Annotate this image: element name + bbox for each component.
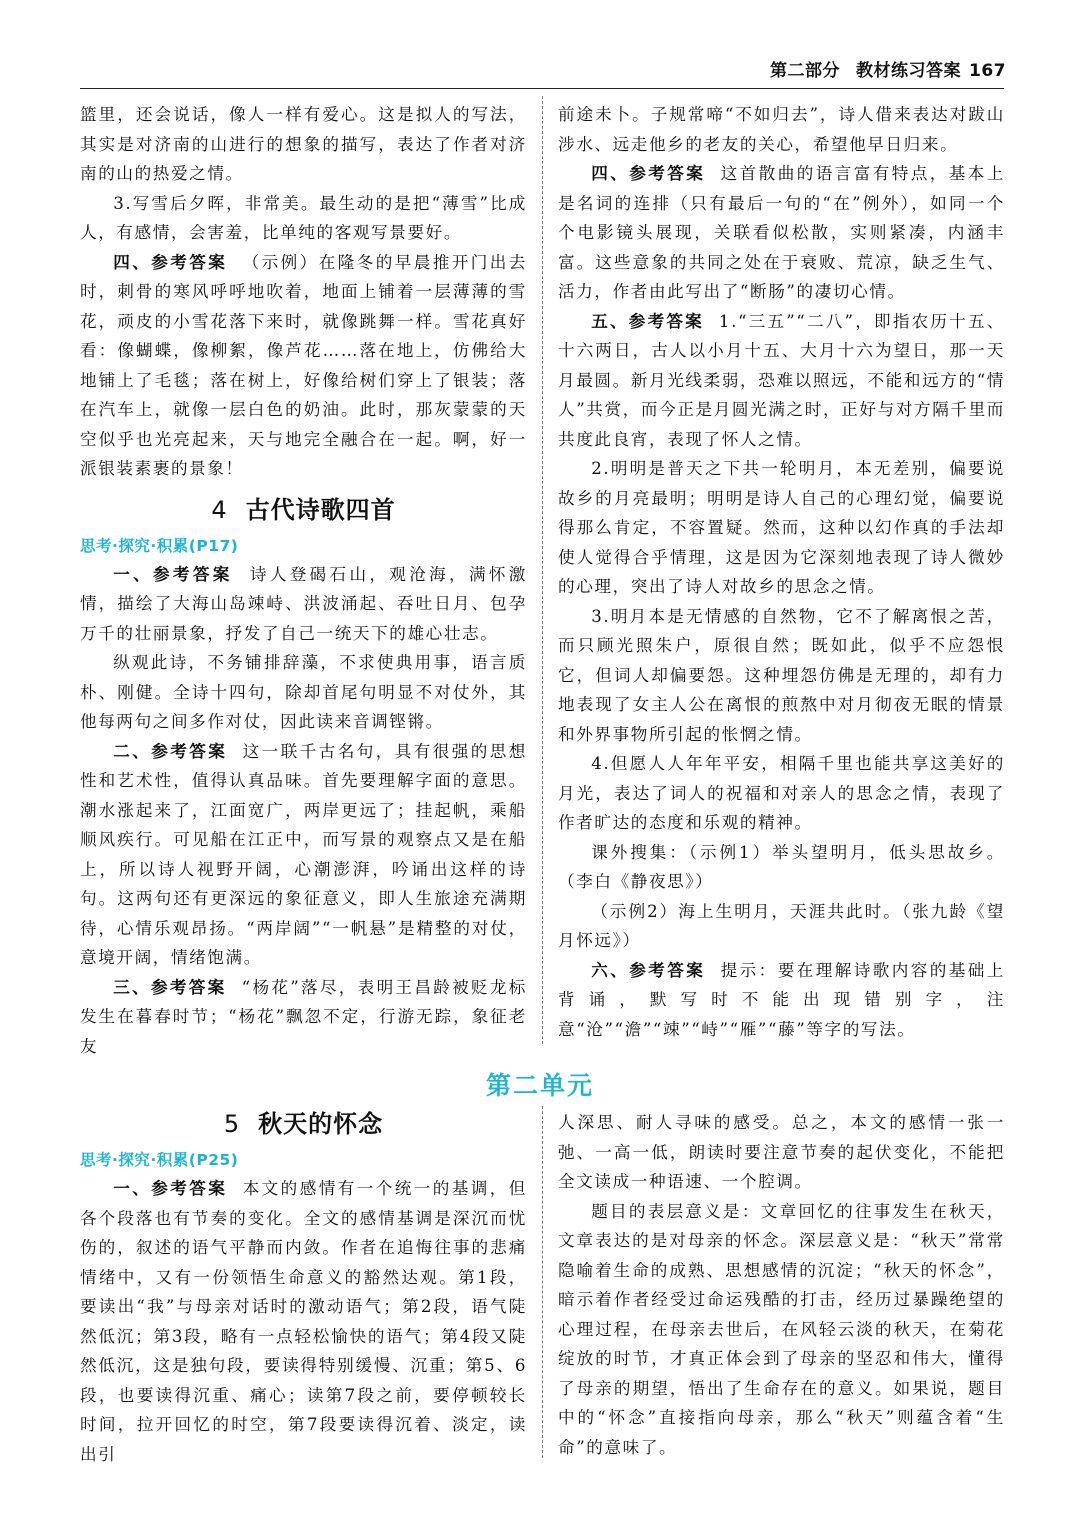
column-divider-top xyxy=(542,96,543,1044)
paragraph xyxy=(558,307,1005,455)
answer-label: 四、参考答案 xyxy=(591,164,706,183)
paragraph: （示例2）海上生明月，天涯共此时。（张九龄《望月怀远》） xyxy=(558,901,1005,950)
answer-label: 一、参考答案 xyxy=(113,564,233,584)
page-number: 167 xyxy=(969,61,1006,81)
unit-title: 第二单元 xyxy=(485,1071,594,1100)
bottom-left-column xyxy=(80,1104,527,1469)
answer-text: 这首散曲的语言富有特点，基本上是名词的连排（只有最后一句的“在”例外），如同一个个电影镜头展现，关联看似松散，实则紧凑，内涵丰富。这些意象的共同之处在于衰败、荒凉，缺乏生气、活力，作者由此写出了“断肠”的凄切心情。 xyxy=(558,164,1006,301)
answer-label: 三、参考答案 xyxy=(113,977,227,997)
section-tag: 思考·探究·积累(P25) xyxy=(80,1151,239,1169)
paragraph: 前途未卜。子规常啼“不如归去”，诗人借来表达对跋山涉水、远走他乡的老友的关心，希望他早日归来。 xyxy=(558,105,1005,154)
lesson-title xyxy=(80,490,527,530)
answer-label: 五、参考答案 xyxy=(591,311,704,331)
paragraph xyxy=(80,973,527,1062)
paragraph xyxy=(558,956,1005,1045)
lesson-number: 4 xyxy=(211,495,228,524)
answer-label: 二、参考答案 xyxy=(113,741,228,761)
paragraph: 3.明月本是无情感的自然物，它不了解离恨之苦，而只顾光照朱户，原很自然；既如此，似乎不应怨恨它，但词人却偏要怨。这种埋怨仿佛是无理的，却有力地表现了女主人公在离恨的煎熬中对月彻夜无眠的情景和外界事物所引起的怅惘之情。 xyxy=(558,606,1005,744)
answer-text: 提示：要在理解诗歌内容的基础上背诵，默写时不能出现错别字，注意“沧”“澹”“竦”“峙”“雁”“藤”等字的写法。 xyxy=(558,960,1006,1039)
paragraph xyxy=(80,560,527,649)
header-part: 第二部分 xyxy=(770,61,840,81)
paragraph: 篮里，还会说话，像人一样有爱心。这是拟人的写法，其实是对济南的山进行的想象的描写，表达了作者对济南的山的热爱之情。 xyxy=(80,105,527,183)
paragraph xyxy=(558,159,1005,307)
answer-text: 这一联千古名句，具有很强的思想性和艺术性，值得认真品味。首先要理解字面的意思。潮水涨起来了，江面宽广，两岸更远了；挂起帆，乘船顺风疾行。可见船在江正中，而写景的观察点又是在船上，所以诗人视野开阔，心潮澎湃，吟诵出这样的诗句。这两句还有更深远的象征意义，即人生旅途充满期待，心情乐观昂扬。“两岸阔”“一帆悬”是精整的对仗，意境开阔，情绪饱满。 xyxy=(80,741,528,967)
bottom-right-column xyxy=(558,1108,1005,1462)
paragraph: 课外搜集：（示例1）举头望明月，低头思故乡。（李白《静夜思》） xyxy=(558,842,1005,891)
header-rule xyxy=(80,88,1004,89)
paragraph: 人深思、耐人寻味的感受。总之，本文的感情一张一弛、一高一低，朗读时要注意节奏的起伏变化，不能把全文读成一种语速、一个腔调。 xyxy=(558,1113,1005,1191)
lesson-title xyxy=(80,1104,527,1144)
answer-text: 本文的感情有一个统一的基调，但各个段落也有节奏的变化。全文的感情基调是深沉而忧伤的，叙述的语气平静而内敛。作者在追悔往事的悲痛情绪中，又有一份领悟生命意义的豁然达观。第1段，要读出“我”与母亲对话时的激动语气；第2段，语气陡然低沉；第3段，略有一点轻松愉快的语气；第4段又陡然低沉，这是独句段，要读得特别缓慢、沉重；第5、6段，也要读得沉重、痛心；读第7段之前，要停顿较长时间，拉开回忆的时空，第7段要读得沉着、淡定，读出引 xyxy=(80,1179,528,1464)
paragraph: 2.明明是普天之下共一轮明月，本无差别，偏要说故乡的月亮最明；明明是诗人自己的心理幻觉，偏要说得那么肯定，不容置疑。然而，这种以幻作真的手法却使人觉得合乎情理，这是因为它深刻地表现了诗人微妙的心理，突出了诗人对故乡的思念之情。 xyxy=(558,459,1005,596)
paragraph xyxy=(80,248,527,484)
top-left-column xyxy=(80,100,527,1061)
paragraph: 题目的表层意义是：文章回忆的往事发生在秋天，文章表达的是对母亲的怀念。深层意义是：“秋天”常常隐喻着生命的成熟、思想感情的沉淀；“秋天的怀念”，暗示着作者经受过命运残酷的打击，经历过暴躁绝望的心理过程，在母亲去世后，在风轻云淡的秋天，在菊花绽放的时节，才真正体会到了母亲的坚忍和伟大，懂得了母亲的期望，悟出了生命存在的意义。如果说，题目中的“怀念”直接指向母亲，那么“秋天”则蕴含着“生命”的意味了。 xyxy=(558,1201,1005,1457)
column-divider-bottom xyxy=(542,1106,543,1458)
page-header xyxy=(770,56,1006,81)
answer-text: 1.“三五”“二八”，即指农历十五、十六两日，古人以小月十五、大月十六为望日，那一天月最圆。新月光线柔弱，恐难以照远，不能和远方的“情人”共赏，而今正是月圆光满之时，正好与对方隔千里而共度此良宵，表现了怀人之情。 xyxy=(558,311,1005,449)
answer-text: 诗人登碣石山，观沧海，满怀激情，描绘了大海山岛竦峙、洪波涌起、吞吐日月、包孕万千的壮丽景象，抒发了自己一统天下的雄心壮志。 xyxy=(80,564,527,643)
answer-label: 四、参考答案 xyxy=(113,252,228,272)
lesson-number: 5 xyxy=(223,1110,241,1138)
paragraph xyxy=(80,1174,527,1469)
answer-label: 六、参考答案 xyxy=(591,960,706,980)
paragraph xyxy=(80,737,527,973)
header-section: 教材练习答案 xyxy=(856,61,961,81)
section-tag: 思考·探究·积累(P17) xyxy=(80,536,239,555)
answer-label: 一、参考答案 xyxy=(113,1179,228,1198)
paragraph: 纵观此诗，不务铺排辞藻，不求使典用事，语言质朴、刚健。全诗十四句，除却首尾句明显不对仗外，其他每两句之间多作对仗，因此读来音调铿锵。 xyxy=(80,653,527,731)
paragraph: 4.但愿人人年年平安，相隔千里也能共享这美好的月光，表达了词人的祝福和对亲人的思念之情，表现了作者旷达的态度和乐观的精神。 xyxy=(558,754,1005,832)
answer-text: “杨花”落尽，表明王昌龄被贬龙标发生在暮春时节；“杨花”飘忽不定，行游无踪，象征老友 xyxy=(80,977,527,1056)
answer-text: （示例）在隆冬的早晨推开门出去时，刺骨的寒风呼呼地吹着，地面上铺着一层薄薄的雪花，顽皮的小雪花落下来时，就像跳舞一样。雪花真好看：像蝴蝶，像柳絮，像芦花……落在地上，仿佛给大地铺上了毛毯；落在树上，好像给树们穿上了银装；落在汽车上，就像一层白色的奶油。此时，那灰蒙蒙的天空似乎也光亮起来，天与地完全融合在一起。啊，好一派银装素裹的景象！ xyxy=(80,252,528,478)
lesson-name: 秋天的怀念 xyxy=(258,1110,384,1138)
top-right-column xyxy=(558,100,1005,1044)
paragraph: 3.写雪后夕晖，非常美。最生动的是把“薄雪”比成人，有感情，会害羞，比单纯的客观写景要好。 xyxy=(80,193,527,242)
lesson-name: 古代诗歌四首 xyxy=(245,495,396,524)
